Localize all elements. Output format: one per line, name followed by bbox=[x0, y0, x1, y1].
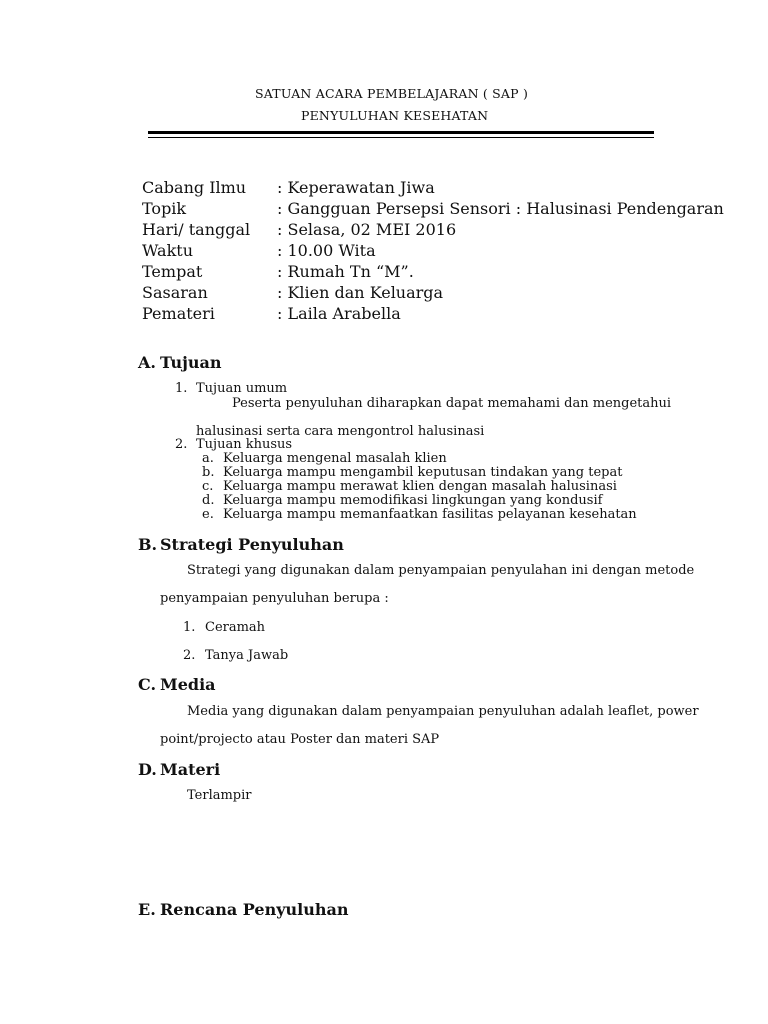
section-b-heading: Strategi Penyuluhan bbox=[160, 535, 344, 554]
info-value-topik: : Gangguan Persepsi Sensori : Halusinasi Pendengaran bbox=[277, 199, 724, 218]
khusus-item-a-marker: a. bbox=[202, 451, 214, 466]
section-c-heading: Media bbox=[160, 675, 216, 694]
tujuan-khusus-number: 2. bbox=[175, 437, 188, 452]
khusus-item-c: Keluarga mampu merawat klien dengan masalah halusinasi bbox=[223, 479, 617, 494]
tujuan-khusus-label: Tujuan khusus bbox=[196, 437, 293, 452]
section-a-heading: Tujuan bbox=[160, 353, 222, 372]
info-value-waktu: : 10.00 Wita bbox=[277, 241, 376, 260]
section-e-heading: Rencana Penyuluhan bbox=[160, 900, 349, 919]
document-title: SATUAN ACARA PEMBELAJARAN ( SAP ) bbox=[255, 86, 529, 101]
tujuan-umum-text-line1: Peserta penyuluhan diharapkan dapat memahami dan mengetahui bbox=[232, 396, 672, 411]
strategi-text-line1: Strategi yang digunakan dalam penyampaian penyulahan ini dengan metode bbox=[187, 563, 695, 578]
info-label-pemateri: Pemateri bbox=[142, 304, 215, 323]
materi-text: Terlampir bbox=[187, 788, 252, 803]
info-label-waktu: Waktu bbox=[142, 241, 194, 260]
strategi-text-line2: penyampaian penyuluhan berupa : bbox=[160, 591, 389, 606]
media-text-line1: Media yang digunakan dalam penyampaian penyuluhan adalah leaflet, power bbox=[187, 704, 699, 719]
section-c-marker: C. bbox=[138, 675, 157, 694]
tujuan-umum-label: Tujuan umum bbox=[196, 381, 288, 396]
info-value-tempat: : Rumah Tn “M”. bbox=[277, 262, 414, 281]
info-label-cabang: Cabang Ilmu bbox=[142, 178, 247, 197]
khusus-item-c-marker: c. bbox=[202, 479, 214, 494]
strategi-item-2: Tanya Jawab bbox=[205, 648, 289, 663]
info-label-topik: Topik bbox=[142, 199, 187, 218]
tujuan-umum-number: 1. bbox=[175, 381, 188, 396]
khusus-item-e-marker: e. bbox=[202, 507, 214, 522]
khusus-item-a: Keluarga mengenal masalah klien bbox=[223, 451, 447, 466]
section-b-marker: B. bbox=[138, 535, 158, 554]
info-value-pemateri: : Laila Arabella bbox=[277, 304, 401, 323]
info-label-tanggal: Hari/ tanggal bbox=[142, 220, 251, 239]
section-d-heading: Materi bbox=[160, 760, 221, 779]
info-label-sasaran: Sasaran bbox=[142, 283, 208, 302]
section-e-marker: E. bbox=[138, 900, 156, 919]
strategi-item-2-marker: 2. bbox=[183, 648, 196, 663]
section-d-marker: D. bbox=[138, 760, 157, 779]
khusus-item-b-marker: b. bbox=[202, 465, 215, 480]
info-value-sasaran: : Klien dan Keluarga bbox=[277, 283, 444, 302]
khusus-item-d-marker: d. bbox=[202, 493, 215, 508]
strategi-item-1-marker: 1. bbox=[183, 620, 196, 635]
strategi-item-1: Ceramah bbox=[205, 620, 266, 635]
header-rule-thick bbox=[148, 131, 654, 134]
khusus-item-b: Keluarga mampu mengambil keputusan tindakan yang tepat bbox=[223, 465, 623, 480]
khusus-item-d: Keluarga mampu memodifikasi lingkungan yang kondusif bbox=[223, 493, 603, 508]
info-value-cabang: : Keperawatan Jiwa bbox=[277, 178, 435, 197]
document-subtitle: PENYULUHAN KESEHATAN bbox=[301, 108, 489, 123]
tujuan-umum-text-line2: halusinasi serta cara mengontrol halusinasi bbox=[196, 424, 485, 439]
header-rule-thin bbox=[148, 137, 654, 138]
media-text-line2: point/projecto atau Poster dan materi SAP bbox=[160, 732, 440, 747]
info-value-tanggal: : Selasa, 02 MEI 2016 bbox=[277, 220, 457, 239]
khusus-item-e: Keluarga mampu memanfaatkan fasilitas pelayanan kesehatan bbox=[223, 507, 637, 522]
section-a-marker: A. bbox=[138, 353, 156, 372]
info-label-tempat: Tempat bbox=[142, 262, 203, 281]
